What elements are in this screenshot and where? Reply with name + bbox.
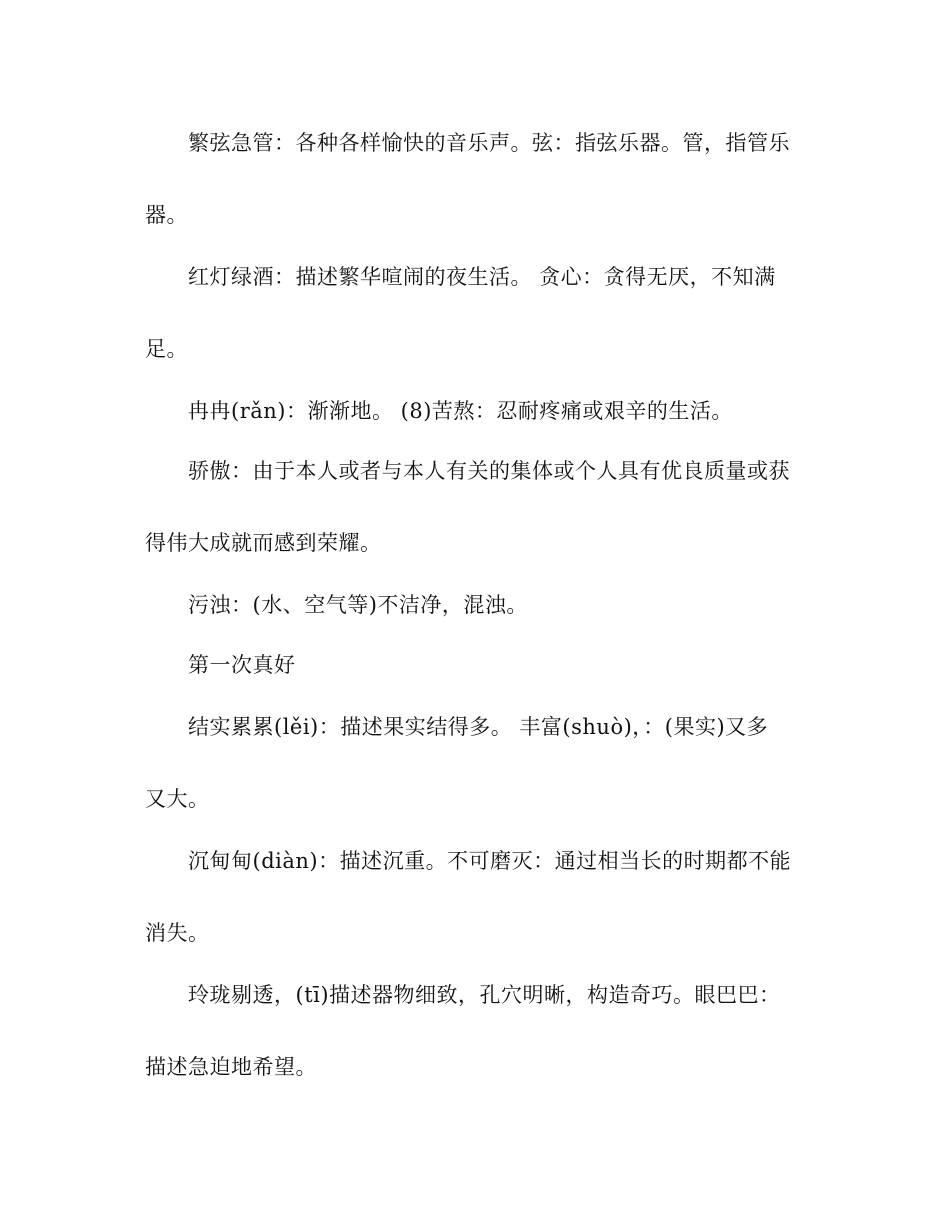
text-line: 得伟大成就而感到荣耀。 xyxy=(145,531,382,555)
text-line: 又大。 xyxy=(145,787,210,811)
section-heading: 第一次真好 xyxy=(188,653,296,677)
text-line: 红灯绿酒：描述繁华喧闹的夜生活。 贪心：贪得无厌，不知满 xyxy=(188,265,776,289)
text-line: 结实累累(lěi)：描述果实结得多。 丰富(shuò)，：(果实)又多 xyxy=(188,715,769,739)
text-line: 器。 xyxy=(145,203,188,227)
text-line: 描述急迫地希望。 xyxy=(145,1055,317,1079)
text-line: 冉冉(rǎn)：渐渐地。 (8)苦熬：忍耐疼痛或艰辛的生活。 xyxy=(188,399,733,423)
text-line: 沉甸甸(diàn)：描述沉重。不可磨灭：通过相当长的时期都不能 xyxy=(188,849,792,873)
text-line: 足。 xyxy=(145,337,188,361)
text-line: 污浊：(水、空气等)不洁净，混浊。 xyxy=(188,593,528,617)
text-line: 消失。 xyxy=(145,921,210,945)
text-line: 骄傲：由于本人或者与本人有关的集体或个人具有优良质量或获 xyxy=(188,459,790,483)
text-line: 繁弦急管：各种各样愉快的音乐声。弦：指弦乐器。管，指管乐 xyxy=(188,131,790,155)
text-line: 玲珑剔透，(tī)描述器物细致，孔穴明晰，构造奇巧。眼巴巴： xyxy=(188,983,781,1007)
